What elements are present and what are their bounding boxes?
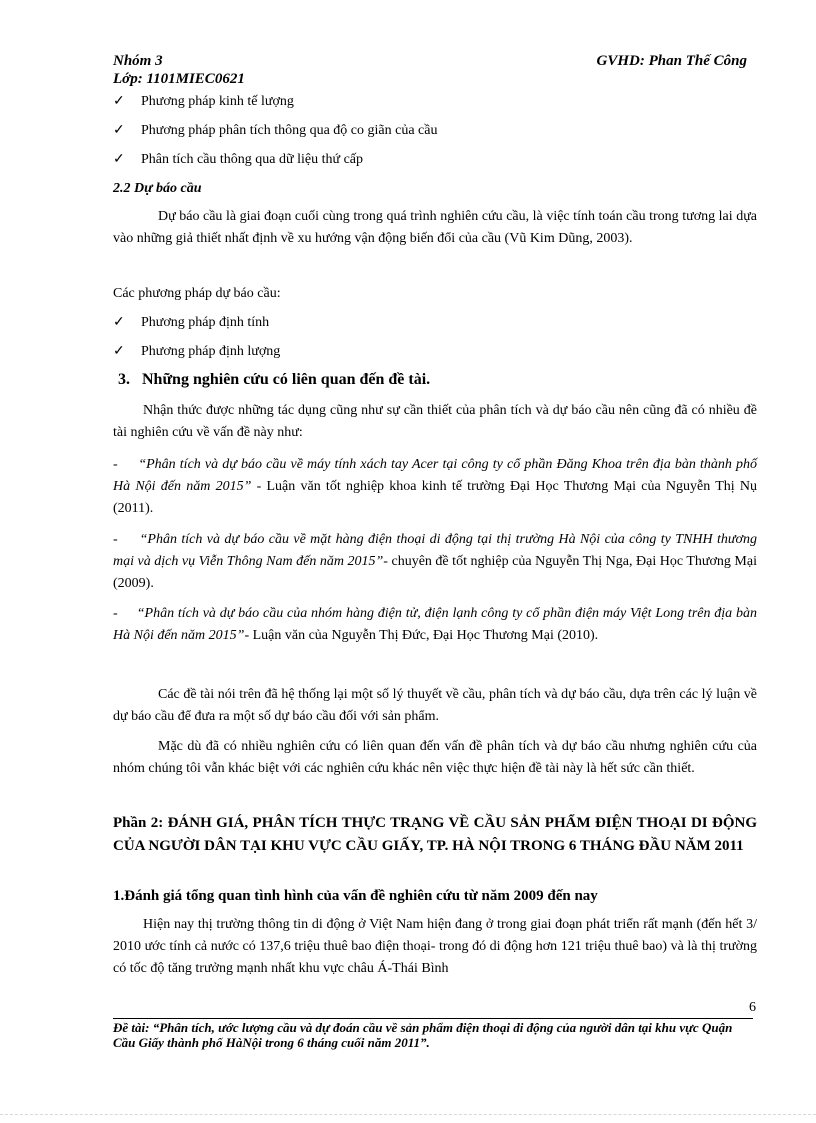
section-3-paragraph-2: Các đề tài nói trên đã hệ thống lại một số lý thuyết về cầu, phân tích và dự báo cầu, dựa trên các lý luận về dự báo cầu để đưa ra một số dự báo cầu đối với sản phẩm. (113, 687, 757, 724)
part-2-subtitle: 1.Đánh giá tổng quan tình hình của vấn đề nghiên cứu từ năm 2009 đến nay (113, 888, 598, 904)
page-number: 6 (749, 1000, 756, 1015)
checkmark-icon: ✓ (113, 344, 125, 359)
related-study-item: - “Phân tích và dự báo cầu về mặt hàng điện thoại di động tại thị trường Hà Nội của công ty TNHH thương mại và dịch vụ Viễn Thông Nam đến năm 2015”- chuyên đề tốt nghiệp của Nguyễn Thị Nga, Đại Học Thương Mại (2009). (113, 532, 758, 591)
section-2-2-title: 2.2 Dự báo cầu (113, 181, 202, 196)
part-2-title: Phần 2: ĐÁNH GIÁ, PHÂN TÍCH THỰC TRẠNG VỀ CẦU SẢN PHẨM ĐIỆN THOẠI DI ĐỘNG CỦA NGƯỜI DÂN TẠI KHU VỰC CẦU GIẤY, TP. HÀ NỘI TRONG 6 THÁNG ĐẦU NĂM 2011 (113, 815, 757, 854)
related-study-item: - “Phân tích và dự báo cầu của nhóm hàng điện tử, điện lạnh công ty cổ phần điện máy Việt Long trên địa bàn Hà Nội đến năm 2015”- Luận văn của Nguyễn Thị Đức, Đại Học Thương Mại (2010). (113, 606, 757, 643)
part-2-paragraph: Hiện nay thị trường thông tin di động ở Việt Nam hiện đang ở trong giai đoạn phát triển rất mạnh (đến hết 3/ 2010 ước tính cả nước có 137,6 triệu thuê bao điện thoại- trong đó di động hơn 121 triệu thuê bao) và là thị trường có tốc độ tăng trưởng mạnh nhất khu vực châu Á-Thái Bình (113, 917, 757, 976)
forecast-method-item: ✓ Phương pháp định lượng (113, 344, 281, 359)
header-class-code: Lớp: 1101MIEC0621 (113, 71, 245, 87)
method-item: ✓ Phương pháp phân tích thông qua độ co giãn của cầu (113, 123, 438, 138)
footer-topic-label: Đề tài: (113, 1020, 153, 1035)
footer-divider (113, 1018, 753, 1019)
study-title: “Phân tích và dự báo cầu về mặt hàng điện thoại di động tại thị trường Hà Nội của công ty TNHH thương mại và dịch vụ Viễn Thông Nam đến năm 2015” (113, 532, 758, 569)
checkmark-icon: ✓ (113, 152, 125, 167)
section-2-2-paragraph: Dự báo cầu là giai đoạn cuối cùng trong quá trình nghiên cứu cầu, là việc tính toán cầu trong tương lai dựa vào những giả thiết nhất định về xu hướng vận động biến đổi của cầu (Vũ Kim Dũng, 2003). (113, 209, 757, 246)
checkmark-icon: ✓ (113, 94, 125, 109)
forecast-method-item: ✓ Phương pháp định tính (113, 315, 270, 330)
checkmark-icon: ✓ (113, 123, 125, 138)
page-bottom-border (0, 1114, 816, 1115)
method-item: ✓ Phương pháp kinh tế lượng (113, 94, 294, 109)
related-study-item: - “Phân tích và dự báo cầu về máy tính xách tay Acer tại công ty cổ phần Đăng Khoa trên địa bàn thành phố Hà Nội đến năm 2015” - Luận văn tốt nghiệp khoa kinh tế trường Đại Học Thương Mại của Nguyễn Thị Nụ (2011). (113, 457, 758, 516)
study-title: “Phân tích và dự báo cầu về máy tính xách tay Acer tại công ty cổ phần Đăng Khoa trên địa bàn thành phố Hà Nội đến năm 2015” (113, 457, 758, 494)
header-advisor: GVHD: Phan Thế Công (596, 53, 747, 69)
section-3-title: 3. Những nghiên cứu có liên quan đến đề tài. (118, 371, 431, 388)
study-title: “Phân tích và dự báo cầu của nhóm hàng điện tử, điện lạnh công ty cổ phần điện máy Việt Long trên địa bàn Hà Nội đến năm 2015” (113, 606, 757, 643)
method-item: ✓ Phân tích cầu thông qua dữ liệu thứ cấp (113, 152, 364, 167)
footer-topic-text: “Phân tích, ước lượng cầu và dự đoán cầu về sản phẩm điện thoại di động của người dân tại khu vực Quận Cầu Giấy thành phố HàNội trong 6 tháng cuối năm 2011”. (113, 1020, 733, 1050)
section-3-paragraph-3: Mặc dù đã có nhiều nghiên cứu có liên quan đến vấn đề phân tích và dự báo cầu nhưng nghiên cứu của nhóm chúng tôi vẫn khác biệt với các nghiên cứu khác nên việc thực hiện đề tài này là hết sức cần thiết. (113, 739, 757, 776)
footer-topic (113, 1020, 757, 1050)
header-group: Nhóm 3 (113, 53, 163, 69)
checkmark-icon: ✓ (113, 315, 125, 330)
section-3-intro: Nhận thức được những tác dụng cũng như sự cần thiết của phân tích và dự báo cầu nên cũng đã có nhiều đề tài nghiên cứu về vấn đề này như: (113, 403, 757, 440)
forecast-methods-intro: Các phương pháp dự báo cầu: (113, 286, 281, 301)
